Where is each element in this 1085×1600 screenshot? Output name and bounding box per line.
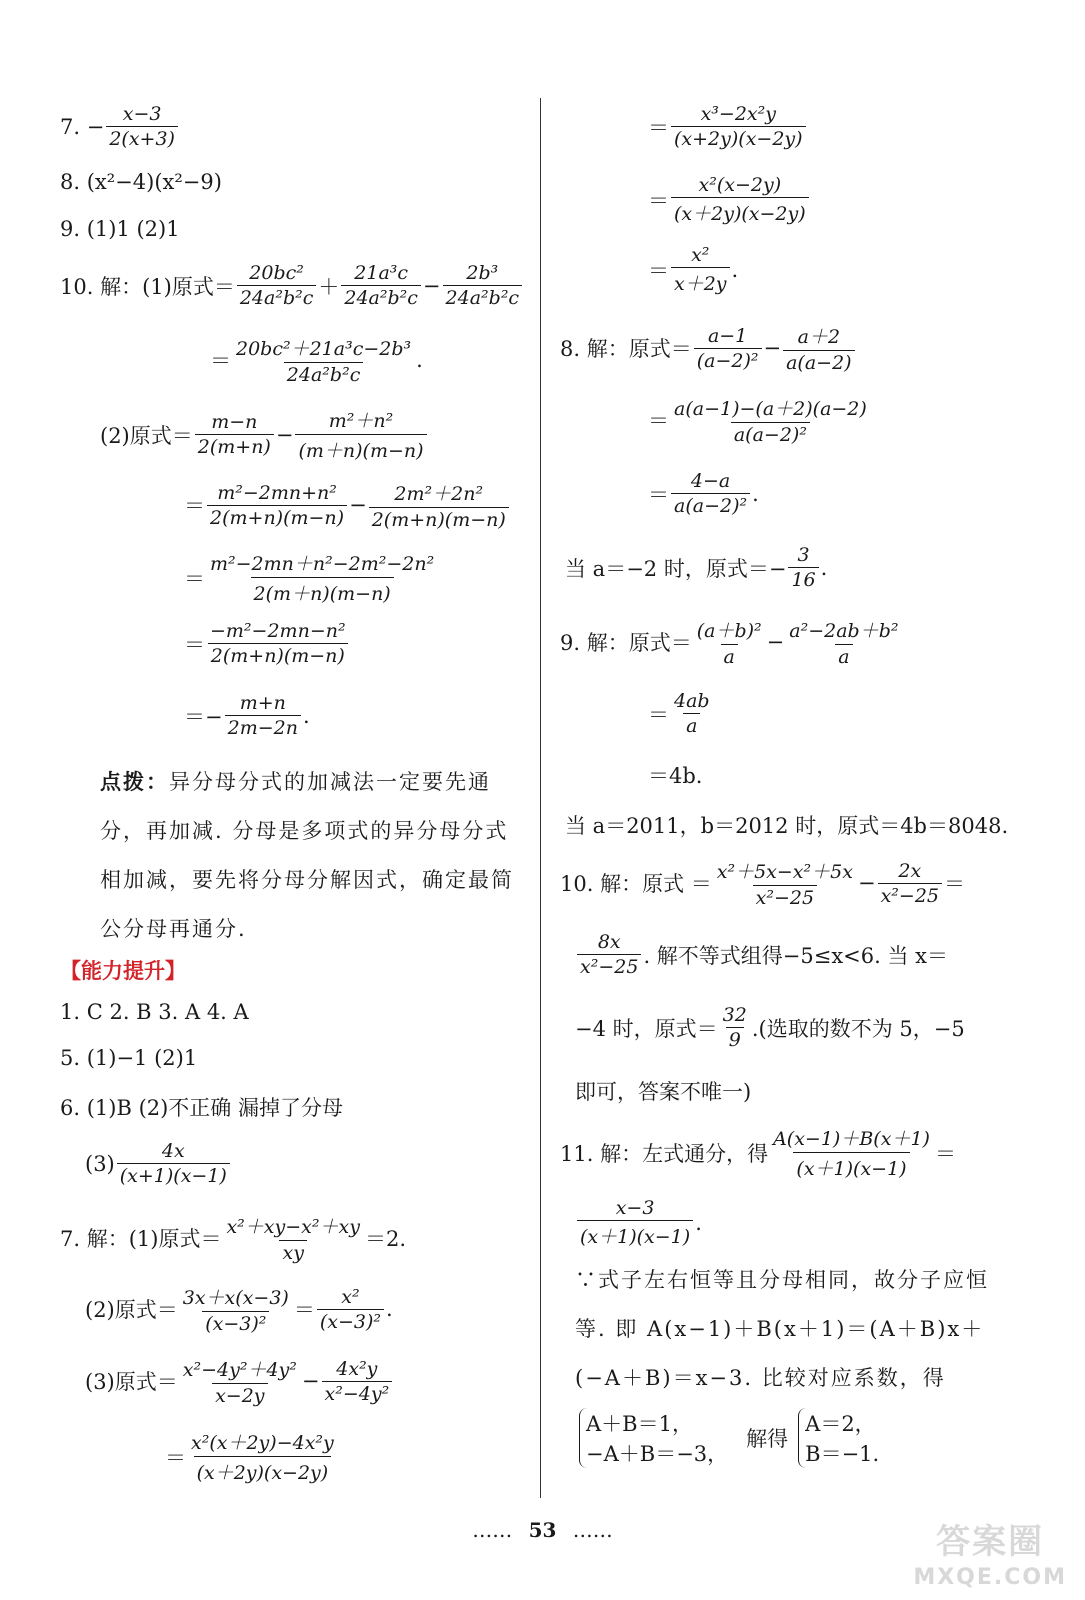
- system-brace-left: A＋B＝1， −A＋B＝−3，: [579, 1408, 728, 1468]
- answer-11-system: A＋B＝1， −A＋B＝−3， 解得 A＝2， B＝−1.: [575, 1408, 879, 1468]
- answer-9-evaluate: 当 a＝2011，b＝2012 时，原式＝4b＝8048.: [565, 814, 1009, 838]
- answer-9-line2: ＝ $\frac{4ab}{a}$: [648, 690, 710, 737]
- answer-6-part3: (3) $\frac{4x}{(x+1)(x-1)}$: [85, 1140, 232, 1187]
- answer-9-line3: ＝4b.: [648, 764, 703, 788]
- answer-7-part2: (2)原式＝ $\frac{3x+x(x-3)}{\text{(x−3)²}}$ ＝ $\frac{\text{x²}}{\text{(x−3)²}}$ .: [85, 1285, 393, 1335]
- answer-9: 9. (1)1 (2)1: [60, 217, 180, 241]
- fraction: $\frac{x-3}{2(x+3)}$: [106, 103, 178, 150]
- answer-6: 6. (1)B (2)不正确 漏掉了分母: [60, 1096, 343, 1120]
- answer-7: 7. − $\frac{x-3}{2(x+3)}$: [60, 103, 180, 150]
- tip-text: 异分母分式的加减法一定要先通分，再加减. 分母是多项式的异分母分式相加减，要先将分母分解因式，确定最简公分母再通分.: [100, 770, 514, 941]
- answer-9-line1: 9. 解：原式＝ $\frac{\text{(a＋b)²}}{a}$ − $\frac{\text{a²−2ab＋b²}}{a}$: [560, 620, 899, 668]
- answer-10-part2-step4: ＝− $\frac{m+n}{2m-2n}$ .: [184, 692, 310, 739]
- answer-7-part3-step3: ＝ $\frac{\text{x²(x−2y)}}{(x+2y)(x-2y)}$: [648, 174, 811, 226]
- system-brace-right: A＝2， B＝−1.: [798, 1408, 879, 1468]
- column-divider: [540, 98, 541, 1498]
- answer-5: 5. (1)−1 (2)1: [60, 1046, 198, 1070]
- tip-paragraph: [100, 757, 530, 954]
- answer-7-part1: 7. 解：(1)原式＝ $\frac{\text{x²＋xy−x²＋xy}}{xy}$ ＝2.: [60, 1216, 406, 1264]
- answer-7-part3-step2: ＝ $\frac{\text{x³−2x²y}}{(x+2y)(x-2y)}$: [648, 103, 808, 150]
- answer-7-part3-step: ＝ $\frac{\text{x²(x＋2y)−4x²y}}{(x+2y)(x-2y)}$: [165, 1432, 334, 1484]
- answer-8: 8. (x²−4)(x²−9): [60, 170, 222, 194]
- answer-10-line1-right: 10. 解：原式 ＝ $\frac{\text{x²＋5x−x²＋5x}}{\text{x²−25}}$ − $\frac{2x}{\text{x²−25}}$ ＝: [560, 859, 965, 909]
- answer-8-line3: ＝ $\frac{4-a}{\text{a(a−2)²}}$ .: [648, 470, 759, 517]
- answer-10-line3-right: −4 时，原式＝ $\frac{32}{9}$ .(选取的数不为 5，−5: [575, 1004, 965, 1051]
- answer-8-line2: ＝ $\frac{a(a-1)-(a+2)(a-2)}{\text{a(a−2)²}}$: [648, 398, 867, 446]
- answer-10-part2-step3: ＝ $\frac{\text{−m²−2mn−n²}}{2(m+n)(m-n)}$: [184, 620, 351, 667]
- answer-11-explanation: ∵式子左右恒等且分母相同，故分子应恒等. 即 A(x−1)＋B(x＋1)＝(A＋B)x＋(−A＋B)＝x−3. 比较对应系数，得: [575, 1268, 989, 1390]
- answer-11-line2: $\frac{x-3}{(x+1)(x-1)}$ .: [575, 1197, 702, 1249]
- answer-8-evaluate: 当 a＝−2 时，原式＝− $\frac{3}{16}$ .: [565, 544, 828, 591]
- answer-10-part2-step1: ＝ $\frac{\text{m²−2mn+n²}}{2(m+n)(m-n)}$ − $\frac{\text{2m²＋2n²}}{2(m+n)(m-n)}$: [184, 479, 511, 531]
- watermark-logo: 答案圈 MXQE.COM: [913, 1522, 1067, 1590]
- answer-10-part2: (2)原式＝ $\frac{m-n}{2(m+n)}$ − $\frac{\text{m²＋n²}}{(m+n)(m-n)}$: [100, 406, 429, 463]
- answer-10-line4-right: 即可，答案不唯一): [575, 1080, 752, 1104]
- section-heading: 【能力提升】: [60, 958, 186, 983]
- answer-7-part3: (3)原式＝ $\frac{\text{x²−4y²＋4y²}}{x-2y}$ − $\frac{\text{4x²y}}{\text{x²−4y²}}$: [85, 1355, 394, 1407]
- answer-10-part2-step2: ＝ $\frac{\text{m²−2mn＋n²−2m²−2n²}}{2(m+n)(m-n)}$: [184, 553, 435, 605]
- answer-8-line1: 8. 解：原式＝ $\frac{a-1}{\text{(a−2)²}}$ − $\frac{a+2}{a(a-2)}$: [560, 322, 857, 374]
- answer-11-line1: 11. 解：左式通分，得 $\frac{A(x-1)+B(x+1)}{(x+1)(x-1)}$ ＝: [560, 1128, 956, 1180]
- answer-7-part3-result: ＝ $\frac{\text{x²}}{x+2y}$ .: [648, 244, 739, 295]
- answer-10-line2-right: $\frac{8x}{\text{x²−25}}$ . 解不等式组得−5≤x<6. 当 x＝: [575, 931, 948, 978]
- answer-10-line1: 10. 解：(1)原式＝ $\frac{\text{20bc²}}{\text{24a²b²c}}$ ＋ $\frac{\text{21a³c}}{\text{24a²b²c}}$ − $\frac{\text{2b³}}{\text{24a²b²c}}$: [60, 262, 524, 309]
- answer-10-line2: ＝ $\frac{\text{20bc²＋21a³c−2b³}}{\text{24a²b²c}}$ .: [210, 338, 423, 386]
- answers-1-4: 1. C 2. B 3. A 4. A: [60, 1000, 249, 1024]
- tip-label: 点拨：: [100, 769, 169, 794]
- page-number: …… 53 ……: [472, 1518, 613, 1542]
